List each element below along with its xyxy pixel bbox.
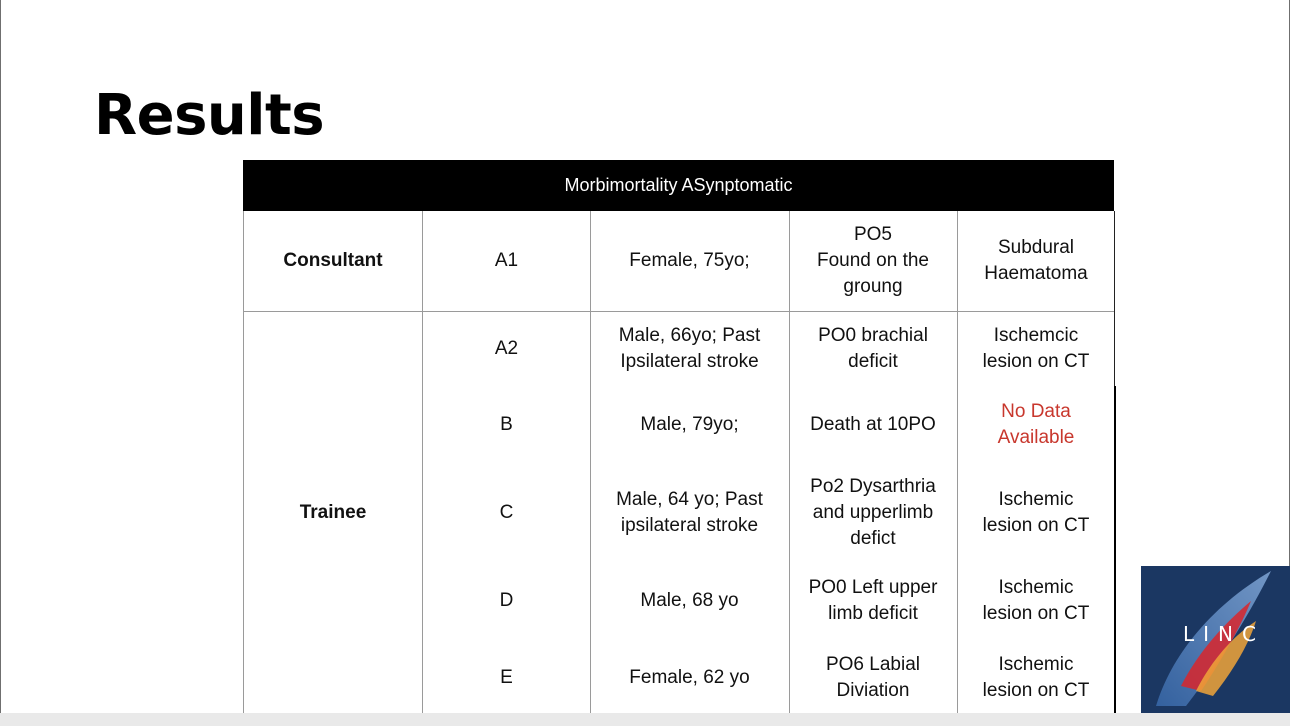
logo-text: LINC <box>1183 622 1265 646</box>
outcome-line: PO0 brachial <box>818 325 928 346</box>
outcome-line: PO6 Labial <box>825 654 920 675</box>
finding-cell <box>957 474 1115 552</box>
finding-line: lesion on CT <box>982 351 1090 372</box>
outcome-cell <box>789 575 957 627</box>
group-label-consultant: Consultant <box>283 250 383 271</box>
outcome-line: PO0 Left upper <box>808 577 938 598</box>
outcome-line: Death at 10PO <box>810 414 936 435</box>
bottom-bar <box>0 713 1290 726</box>
finding-line: lesion on CT <box>982 515 1090 536</box>
case-id: A1 <box>494 250 519 271</box>
outcome-cell <box>789 323 957 375</box>
patient-cell <box>590 323 789 375</box>
outcome-line: limb deficit <box>828 603 918 624</box>
patient-line: Female, 75yo; <box>629 250 750 271</box>
patient-line: Male, 66yo; Past <box>618 325 761 346</box>
outcome-line: deficit <box>848 351 898 372</box>
case-id: E <box>500 667 513 688</box>
outcome-line: groung <box>843 276 903 297</box>
finding-line: lesion on CT <box>982 680 1090 701</box>
case-id: B <box>500 414 513 435</box>
patient-line: ipsilateral stroke <box>620 515 759 536</box>
finding-line: Subdural <box>997 237 1075 258</box>
outcome-cell <box>789 211 957 311</box>
patient-cell <box>590 575 789 627</box>
finding-line: Ischemic <box>998 654 1074 675</box>
patient-cell <box>590 474 789 552</box>
finding-line: Haematoma <box>984 263 1088 284</box>
patient-line: Male, 79yo; <box>640 414 739 435</box>
outcome-line: PO5 <box>853 224 892 245</box>
outcome-line: Found on the <box>817 250 929 271</box>
outcome-line: Po2 Dysarthria <box>810 476 936 497</box>
finding-line: Available <box>997 427 1075 448</box>
linc-logo <box>1141 566 1290 715</box>
finding-line: Ischemic <box>998 577 1074 598</box>
finding-cell <box>957 575 1115 627</box>
case-id: C <box>499 502 514 523</box>
table-title: Morbimortality ASynptomatic <box>243 160 1114 211</box>
case-id: D <box>499 590 514 611</box>
outcome-line: Diviation <box>836 680 910 701</box>
outcome-cell <box>789 474 957 552</box>
patient-line: Male, 64 yo; Past <box>616 489 763 510</box>
patient-line: Male, 68 yo <box>640 590 739 611</box>
patient-cell <box>590 652 789 704</box>
patient-line: Female, 62 yo <box>629 667 750 688</box>
finding-cell-no-data <box>957 399 1115 451</box>
finding-line: Ischemic <box>998 489 1074 510</box>
slide-title: Results <box>94 83 325 148</box>
finding-line: No Data <box>1001 401 1071 422</box>
patient-cell <box>590 211 789 311</box>
outcome-cell <box>789 399 957 451</box>
outcome-line: and upperlimb <box>812 502 934 523</box>
outcome-cell <box>789 652 957 704</box>
finding-cell <box>957 323 1115 375</box>
finding-cell <box>957 652 1115 704</box>
case-id: A2 <box>494 338 519 359</box>
results-table <box>243 211 1115 714</box>
outcome-line: defict <box>850 528 896 549</box>
finding-line: lesion on CT <box>982 603 1090 624</box>
finding-cell <box>957 211 1115 311</box>
patient-cell <box>590 399 789 451</box>
group-label-trainee: Trainee <box>299 502 367 523</box>
finding-line: Ischemcic <box>993 325 1079 346</box>
patient-line: Ipsilateral stroke <box>620 351 759 372</box>
